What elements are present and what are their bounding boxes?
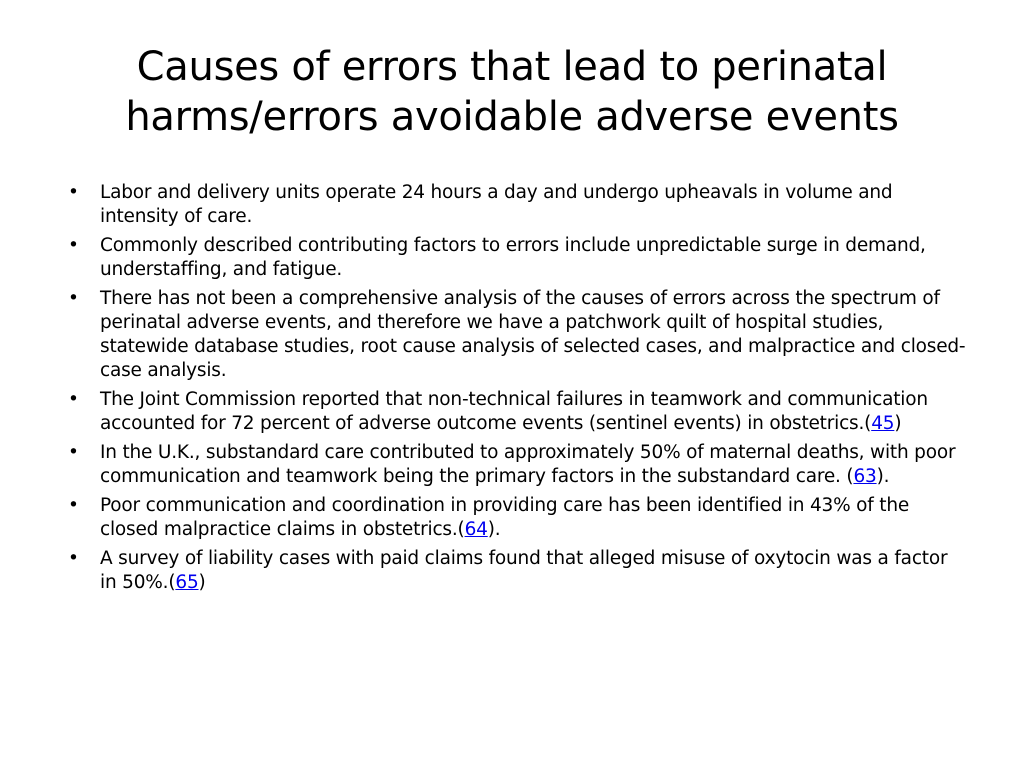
slide-title [50, 42, 974, 142]
bullet-list [68, 181, 968, 600]
bullet-dot-icon: • [68, 495, 79, 516]
bullet-text: A survey of liability cases with paid claims found that alleged misuse of oxytocin was a factor in 50%.( [100, 548, 948, 593]
bullet-text-after: ). [876, 466, 890, 487]
reference-link-65[interactable]: 65 [175, 572, 199, 593]
bullet-text: There has not been a comprehensive analysis of the causes of errors across the spectrum of perinatal adverse events, and therefore we have a patchwork quilt of hospital studies, statewide database studies, root cause analysis of selected cases, and malpractice and closed-case analysis. [100, 288, 966, 381]
bullet-text: Commonly described contributing factors to errors include unpredictable surge in demand, understaffing, and fatigue. [100, 235, 926, 280]
bullet-item [68, 287, 968, 383]
bullet-item [68, 234, 968, 282]
bullet-item [68, 494, 968, 542]
bullet-dot-icon: • [68, 235, 79, 256]
bullet-dot-icon: • [68, 389, 79, 410]
slide-title-line-1: Causes of errors that lead to perinatal [136, 44, 888, 90]
bullet-text-after: ) [198, 572, 206, 593]
reference-link-45[interactable]: 45 [871, 413, 895, 434]
bullet-text: The Joint Commission reported that non-technical failures in teamwork and communication accounted for 72 percent of adverse outcome events (sentinel events) in obstetrics.( [100, 389, 928, 434]
bullet-text: Labor and delivery units operate 24 hours a day and undergo upheavals in volume and intensity of care. [100, 182, 893, 227]
bullet-text: Poor communication and coordination in providing care has been identified in 43% of the closed malpractice claims in obstetrics.( [100, 495, 910, 540]
bullet-item [68, 181, 968, 229]
bullet-dot-icon: • [68, 442, 79, 463]
bullet-item [68, 441, 968, 489]
bullet-dot-icon: • [68, 288, 79, 309]
bullet-item [68, 547, 968, 595]
bullet-text: In the U.K., substandard care contributed to approximately 50% of maternal deaths, with poor communication and teamwork being the primary factors in the substandard care. ( [100, 442, 956, 487]
slide-title-line-2: harms/errors avoidable adverse events [125, 94, 899, 140]
bullet-text-after: ). [487, 519, 501, 540]
reference-link-64[interactable]: 64 [464, 519, 488, 540]
reference-link-63[interactable]: 63 [853, 466, 877, 487]
bullet-dot-icon: • [68, 548, 79, 569]
bullet-dot-icon: • [68, 182, 79, 203]
bullet-item [68, 388, 968, 436]
bullet-text-after: ) [894, 413, 902, 434]
